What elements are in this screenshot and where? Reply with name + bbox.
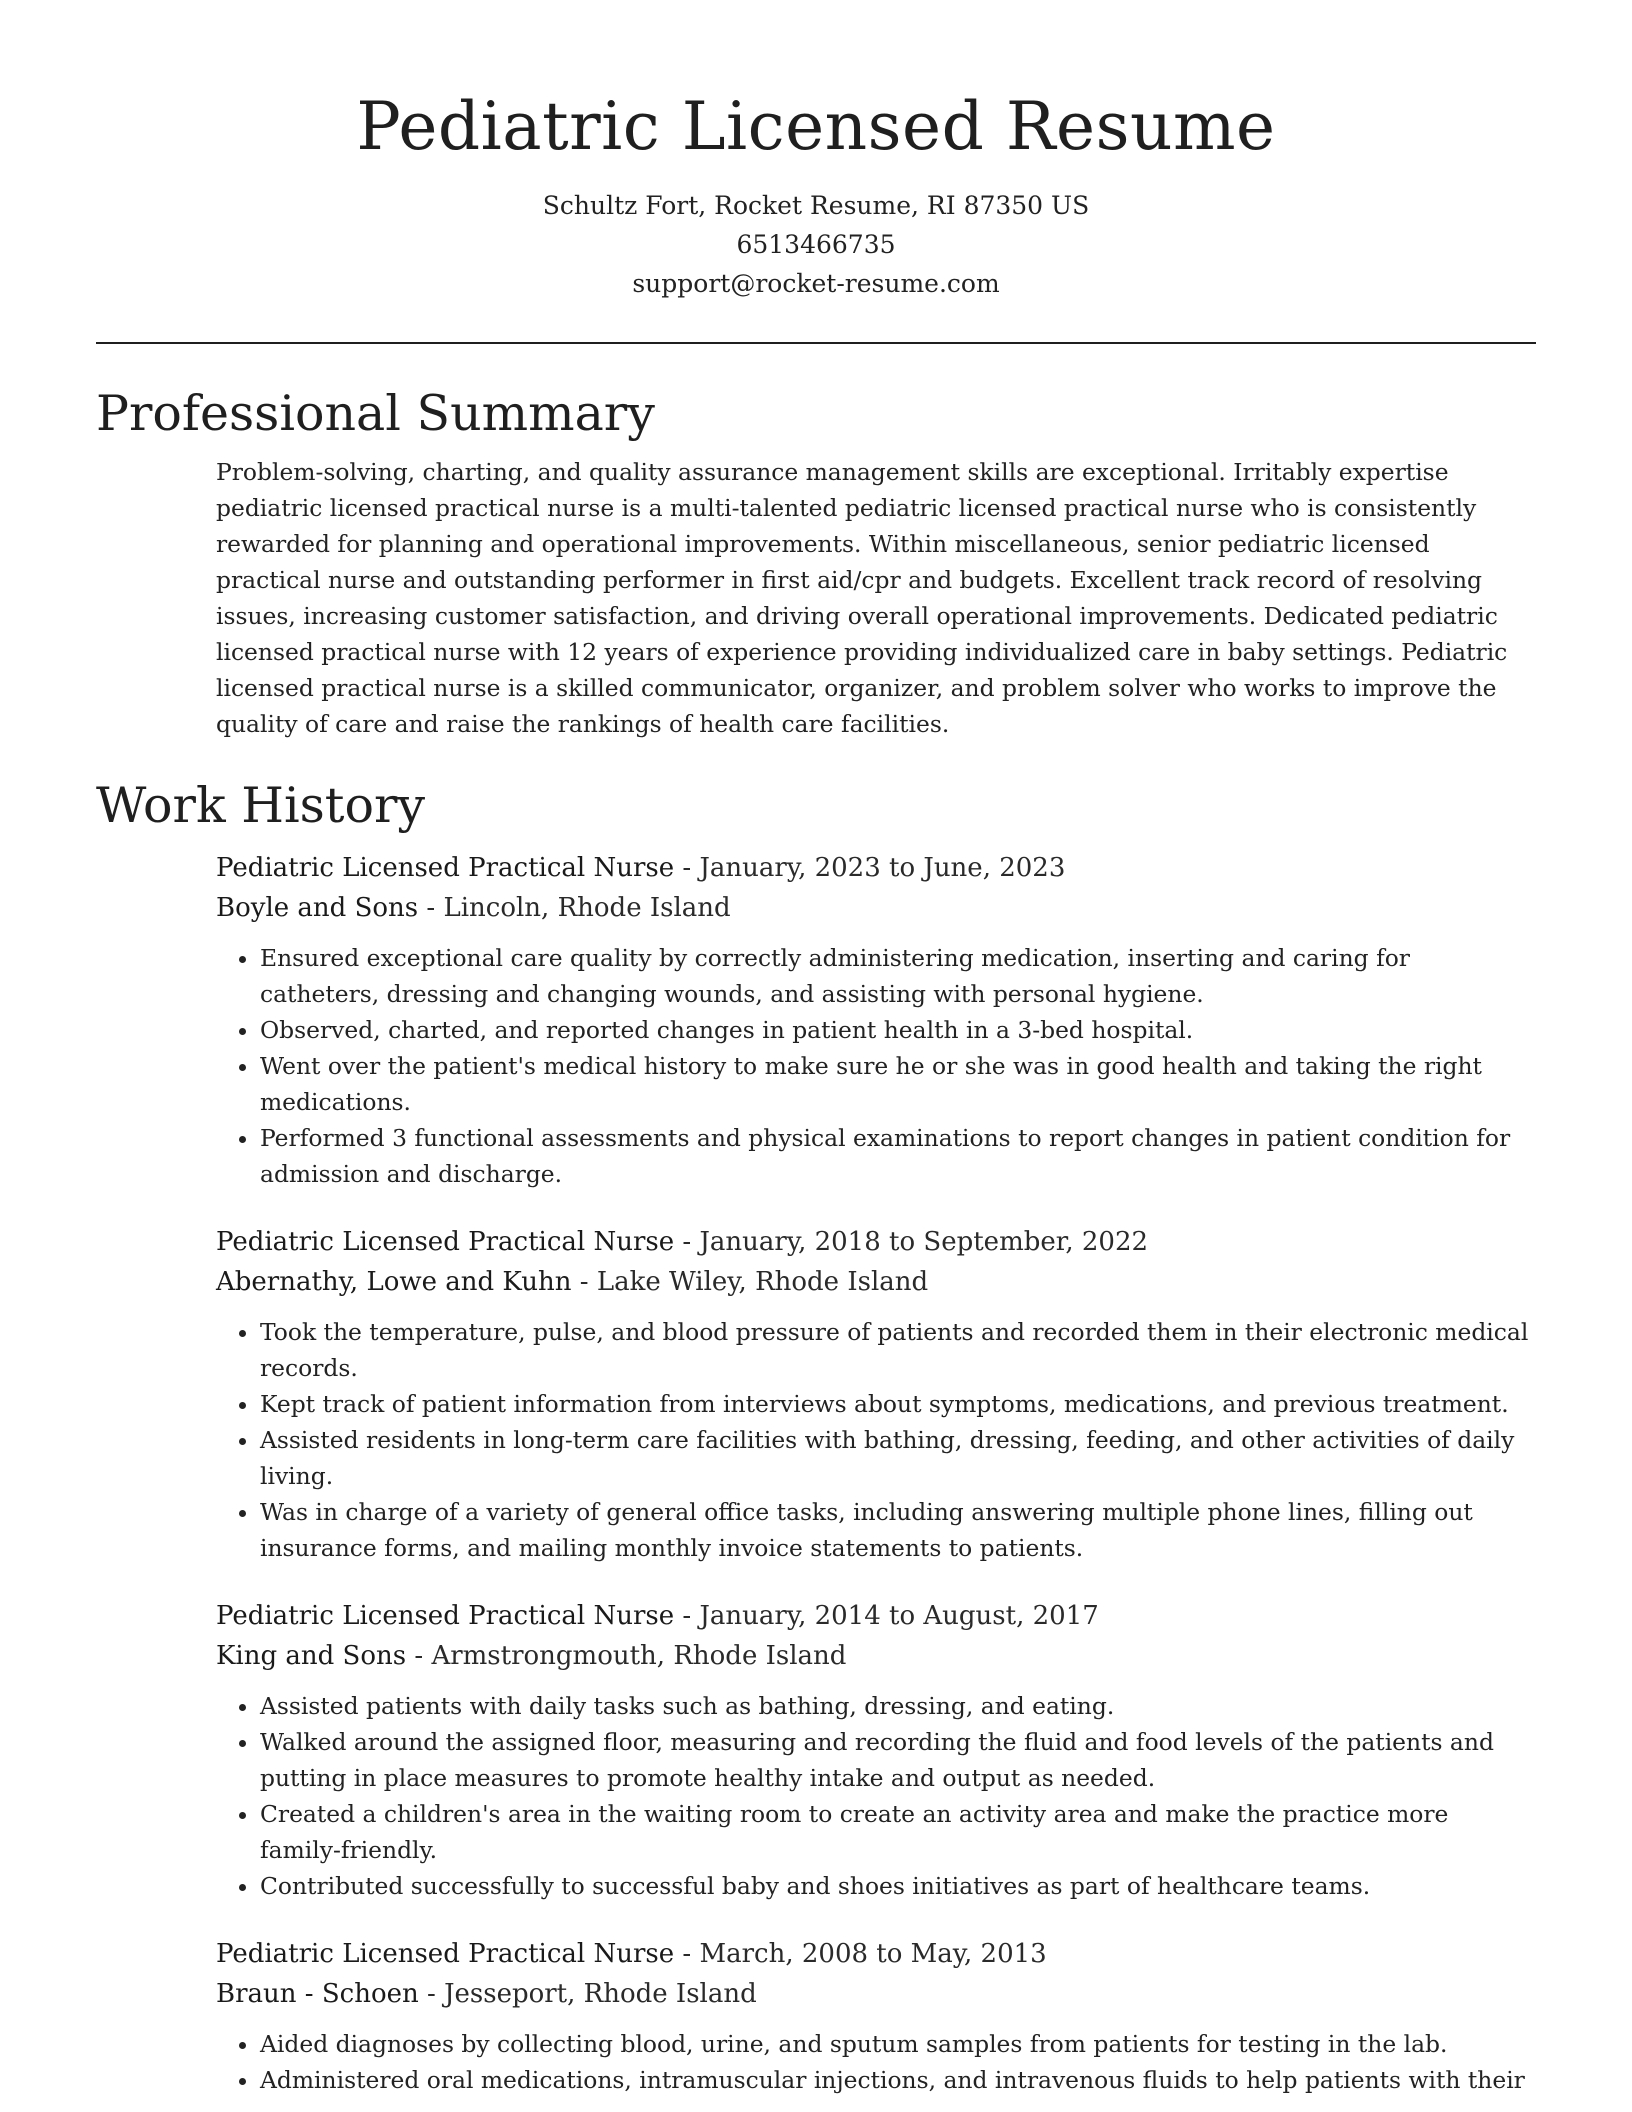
duty-item: • Took the temperature, pulse, and blood pressure of patients and recorded them in their electronic medical records. [260, 1314, 1536, 1386]
job-title: Pediatric Licensed Practical Nurse [216, 1227, 675, 1257]
job-location: Jesseport, Rhode Island [444, 1979, 757, 2009]
job-entry [216, 1222, 1536, 1566]
job-separator: - [418, 1979, 445, 2009]
job-heading [216, 848, 1536, 888]
professional-summary-section [96, 384, 1536, 742]
duty-item: • Assisted residents in long-term care facilities with bathing, dressing, feeding, and other activities of daily living. [260, 1422, 1536, 1494]
contact-info [0, 186, 1632, 303]
resume-header [0, 0, 1632, 303]
job-separator: - [674, 1939, 700, 1969]
job-duties [216, 940, 1536, 1192]
resume-name: Pediatric Licensed Resume [356, 88, 1276, 165]
duty-item: • Contributed successfully to successful baby and shoes initiatives as part of healthcare teams. [260, 1868, 1536, 1904]
job-location: Lake Wiley, Rhode Island [596, 1267, 929, 1297]
section-title-summary: Professional Summary [96, 385, 655, 442]
job-duties [216, 1314, 1536, 1566]
job-heading [216, 1222, 1536, 1262]
work-history-section [96, 776, 1536, 2098]
contact-address: Schultz Fort, Rocket Resume, RI 87350 US [542, 191, 1090, 220]
job-employer-line [216, 1636, 1536, 1676]
job-duties [216, 2026, 1536, 2098]
job-dates: January, 2018 to September, 2022 [699, 1227, 1149, 1257]
job-employer: King and Sons [216, 1641, 407, 1671]
job-duties [216, 1688, 1536, 1904]
job-employer-line [216, 888, 1536, 928]
job-separator: - [674, 1601, 700, 1631]
duty-item: • Administered oral medications, intramuscular injections, and intravenous fluids to help patients with their [260, 2062, 1536, 2098]
summary-text: Problem-solving, charting, and quality assurance management skills are exceptional. Irritably expertise pediatric licensed practical nurse is a multi-talented pediatric licensed practical nurse who is consistently rewarded for planning and operational improvements. Within miscellaneous, senior pediatric licensed practical nurse and outstanding performer in first aid/cpr and budgets. Excellent track record of resolving issues, increasing customer satisfaction, and driving overall operational improvements. Dedicated pediatric licensed practical nurse with 12 years of experience providing individualized care in baby settings. Pediatric licensed practical nurse is a skilled communicator, organizer, and problem solver who works to improve the quality of care and raise the rankings of health care facilities. [216, 458, 1508, 738]
duty-item: • Assisted patients with daily tasks such as bathing, dressing, and eating. [260, 1688, 1536, 1724]
job-separator: - [674, 853, 700, 883]
job-separator: - [418, 893, 444, 923]
job-entry [216, 1596, 1536, 1904]
job-heading [216, 1596, 1536, 1636]
job-employer: Braun - Schoen [216, 1979, 419, 2009]
duty-item: • Went over the patient's medical history to make sure he or she was in good health and taking the right medications. [260, 1048, 1536, 1120]
job-employer: Abernathy, Lowe and Kuhn [216, 1267, 572, 1297]
contact-phone: 6513466735 [736, 230, 896, 259]
job-entry [216, 1934, 1536, 2098]
job-employer: Boyle and Sons [216, 893, 419, 923]
job-dates: March, 2008 to May, 2013 [699, 1939, 1047, 1969]
job-separator: - [674, 1227, 700, 1257]
duty-item: • Observed, charted, and reported changes in patient health in a 3-bed hospital. [260, 1012, 1536, 1048]
job-title: Pediatric Licensed Practical Nurse [216, 1939, 675, 1969]
duty-item: • Performed 3 functional assessments and physical examinations to report changes in patient condition for admission and discharge. [260, 1120, 1536, 1192]
section-title-work-history: Work History [96, 777, 426, 834]
job-title: Pediatric Licensed Practical Nurse [216, 1601, 675, 1631]
job-employer-line [216, 1974, 1536, 2014]
duty-item: • Kept track of patient information from interviews about symptoms, medications, and previous treatment. [260, 1386, 1536, 1422]
job-heading [216, 1934, 1536, 1974]
summary-body [216, 454, 1536, 742]
job-separator: - [406, 1641, 432, 1671]
job-location: Lincoln, Rhode Island [443, 893, 731, 923]
contact-email: support@rocket-resume.com [632, 269, 1000, 298]
job-separator: - [571, 1267, 597, 1297]
work-history-body [216, 848, 1536, 2098]
duty-item: • Created a children's area in the waiting room to create an activity area and make the practice more family-friendly. [260, 1796, 1536, 1868]
duty-item: • Walked around the assigned floor, measuring and recording the fluid and food levels of the patients and putting in place measures to promote healthy intake and output as needed. [260, 1724, 1536, 1796]
duty-item: • Ensured exceptional care quality by correctly administering medication, inserting and caring for catheters, dressing and changing wounds, and assisting with personal hygiene. [260, 940, 1536, 1012]
job-entry [216, 848, 1536, 1192]
job-employer-line [216, 1262, 1536, 1302]
duty-item: • Was in charge of a variety of general office tasks, including answering multiple phone lines, filling out insurance forms, and mailing monthly invoice statements to patients. [260, 1494, 1536, 1566]
duty-item: • Aided diagnoses by collecting blood, urine, and sputum samples from patients for testing in the lab. [260, 2026, 1536, 2062]
job-location: Armstrongmouth, Rhode Island [431, 1641, 847, 1671]
job-dates: January, 2023 to June, 2023 [699, 853, 1066, 883]
job-title: Pediatric Licensed Practical Nurse [216, 853, 675, 883]
job-dates: January, 2014 to August, 2017 [699, 1601, 1099, 1631]
header-divider [96, 342, 1536, 344]
